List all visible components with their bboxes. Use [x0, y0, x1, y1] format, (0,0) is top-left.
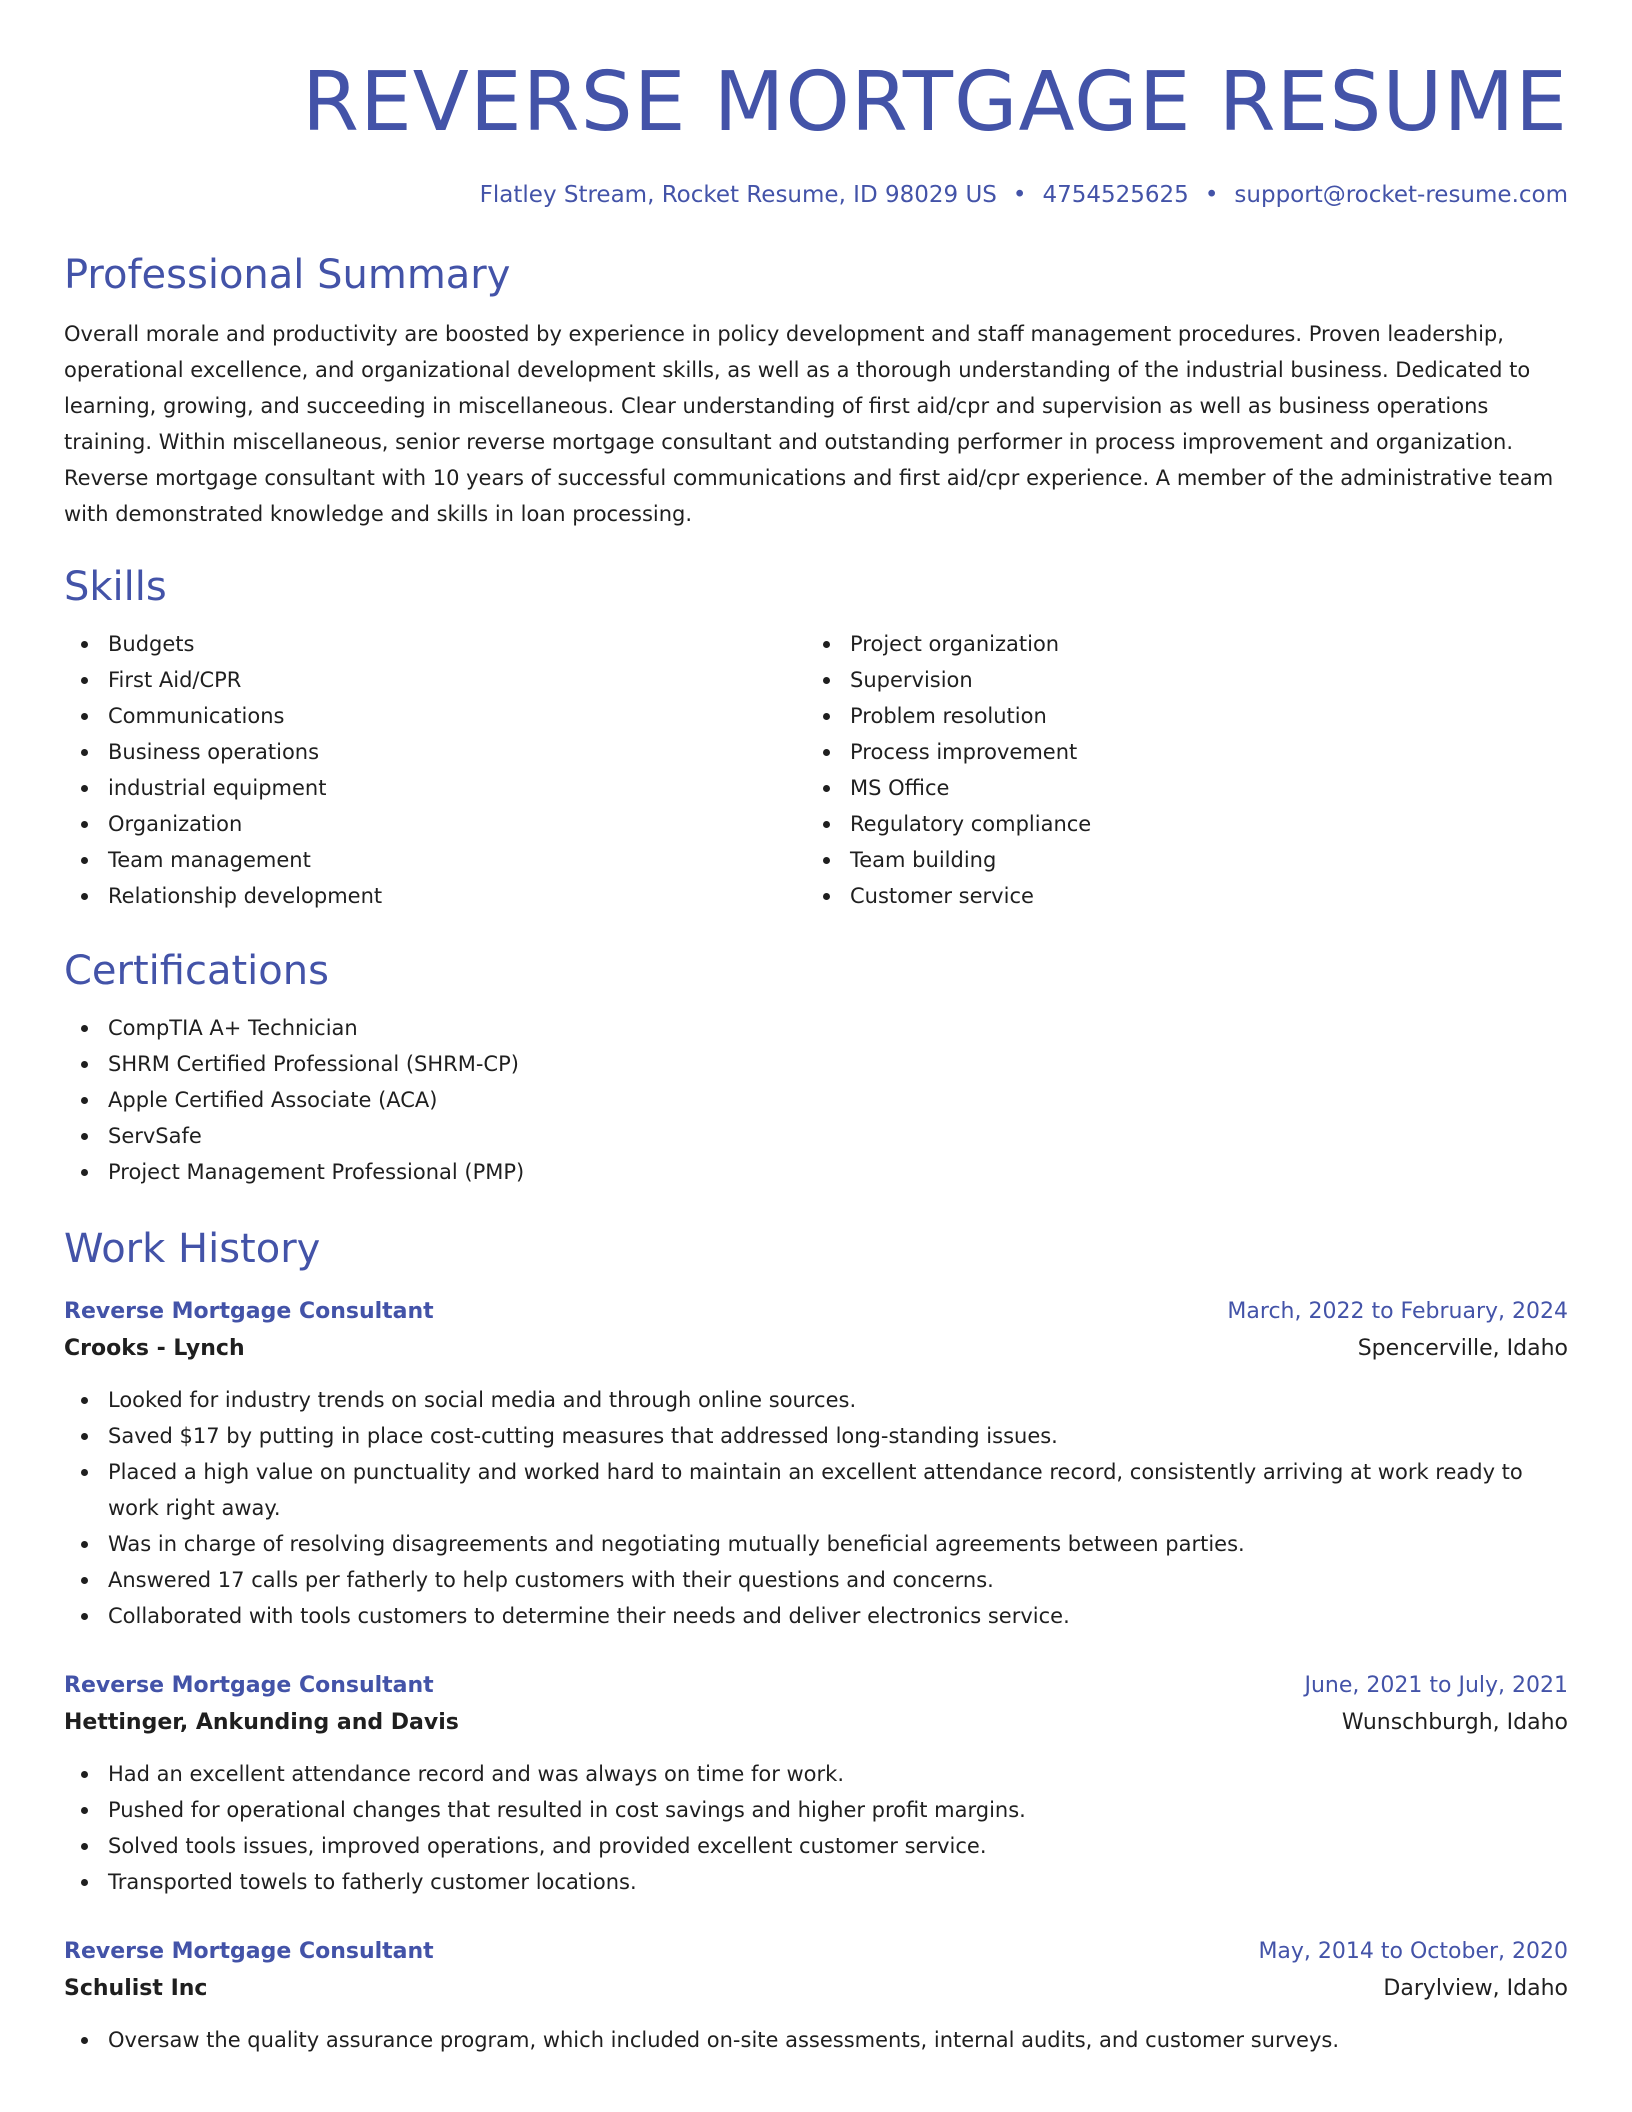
- job-location: Wunschburgh, Idaho: [1341, 1709, 1568, 1735]
- job-duty-item: Oversaw the quality assurance program, which included on-site assessments, internal audits, and customer surveys.: [64, 2022, 1568, 2058]
- certification-item: ServSafe: [64, 1118, 1568, 1154]
- skill-item: Supervision: [806, 662, 1548, 698]
- skill-item: First Aid/CPR: [64, 662, 806, 698]
- certification-item: SHRM Certified Professional (SHRM-CP): [64, 1046, 1568, 1082]
- skill-item: Team management: [64, 842, 806, 878]
- job-title: Reverse Mortgage Consultant: [64, 1672, 434, 1698]
- certification-item: Apple Certified Associate (ACA): [64, 1082, 1568, 1118]
- job-entry: [64, 1668, 1568, 1900]
- job-duty-item: Collaborated with tools customers to determine their needs and deliver electronics service.: [64, 1598, 1568, 1634]
- job-location: Spencerville, Idaho: [1357, 1335, 1568, 1361]
- summary-heading: Professional Summary: [64, 251, 511, 298]
- job-dates: June, 2021 to July, 2021: [1304, 1672, 1568, 1698]
- skill-item: Communications: [64, 698, 806, 734]
- skills-list: [64, 626, 1568, 914]
- skills-column-left: [64, 626, 806, 914]
- job-dates: May, 2014 to October, 2020: [1258, 1938, 1568, 1964]
- job-company: Hettinger, Ankunding and Davis: [64, 1709, 459, 1735]
- skill-item: Problem resolution: [806, 698, 1548, 734]
- job-duty-item: Was in charge of resolving disagreements and negotiating mutually beneficial agreements between parties.: [64, 1526, 1568, 1562]
- job-duties-list: [64, 2022, 1568, 2058]
- skill-item: Customer service: [806, 878, 1548, 914]
- contact-line: [64, 182, 1568, 210]
- contact-phone: 4754525625: [1042, 182, 1189, 209]
- skill-item: Regulatory compliance: [806, 806, 1548, 842]
- job-duty-item: Transported towels to fatherly customer locations.: [64, 1864, 1568, 1900]
- certification-item: CompTIA A+ Technician: [64, 1010, 1568, 1046]
- job-company: Schulist Inc: [64, 1975, 208, 2001]
- job-entry: [64, 1294, 1568, 1634]
- skills-heading: Skills: [64, 563, 167, 610]
- skill-item: MS Office: [806, 770, 1548, 806]
- contact-separator: •: [1204, 182, 1219, 209]
- contact-separator: •: [1012, 182, 1027, 209]
- certifications-heading: Certifications: [64, 947, 329, 994]
- job-duty-item: Placed a high value on punctuality and worked hard to maintain an excellent attendance record, consistently arriving at work ready to work right away.: [64, 1454, 1568, 1526]
- skill-item: Process improvement: [806, 734, 1548, 770]
- skill-item: Project organization: [806, 626, 1548, 662]
- job-duty-item: Saved $17 by putting in place cost-cutting measures that addressed long-standing issues.: [64, 1418, 1568, 1454]
- certification-item: Project Management Professional (PMP): [64, 1154, 1568, 1190]
- skill-item: Business operations: [64, 734, 806, 770]
- skill-item: Organization: [64, 806, 806, 842]
- certifications-list: [64, 1010, 1568, 1190]
- job-duty-item: Solved tools issues, improved operations, and provided excellent customer service.: [64, 1828, 1568, 1864]
- job-duty-item: Answered 17 calls per fatherly to help customers with their questions and concerns.: [64, 1562, 1568, 1598]
- job-duties-list: [64, 1756, 1568, 1900]
- skill-item: Relationship development: [64, 878, 806, 914]
- job-duty-item: Had an excellent attendance record and was always on time for work.: [64, 1756, 1568, 1792]
- skill-item: Budgets: [64, 626, 806, 662]
- job-title: Reverse Mortgage Consultant: [64, 1938, 434, 1964]
- job-company: Crooks - Lynch: [64, 1335, 245, 1361]
- work-history-heading: Work History: [64, 1225, 321, 1272]
- skill-item: Team building: [806, 842, 1548, 878]
- job-entry: [64, 1934, 1568, 2058]
- contact-address: Flatley Stream, Rocket Resume, ID 98029 US: [479, 182, 997, 209]
- summary-text: Overall morale and productivity are boosted by experience in policy development and staff management procedures. Proven leadership, operational excellence, and organizational development skills, as well as a thorough understanding of the industrial business. Dedicated to learning, growing, and succeeding in miscellaneous. Clear understanding of first aid/cpr and supervision as well as business operations training. Within miscellaneous, senior reverse mortgage consultant and outstanding performer in process improvement and organization. Reverse mortgage consultant with 10 years of successful communications and first aid/cpr experience. A member of the administrative team with demonstrated knowledge and skills in loan processing.: [64, 321, 1554, 526]
- job-location: Darylview, Idaho: [1383, 1975, 1568, 2001]
- job-duty-item: Pushed for operational changes that resulted in cost savings and higher profit margins.: [64, 1792, 1568, 1828]
- job-dates: March, 2022 to February, 2024: [1227, 1298, 1568, 1324]
- job-title: Reverse Mortgage Consultant: [64, 1298, 434, 1324]
- contact-email: support@rocket-resume.com: [1234, 182, 1568, 209]
- skill-item: industrial equipment: [64, 770, 806, 806]
- job-duty-item: Looked for industry trends on social media and through online sources.: [64, 1382, 1568, 1418]
- resume-header: [64, 55, 1568, 210]
- skills-column-right: [806, 626, 1548, 914]
- resume-title: REVERSE MORTGAGE RESUME: [301, 55, 1568, 150]
- job-duties-list: [64, 1382, 1568, 1634]
